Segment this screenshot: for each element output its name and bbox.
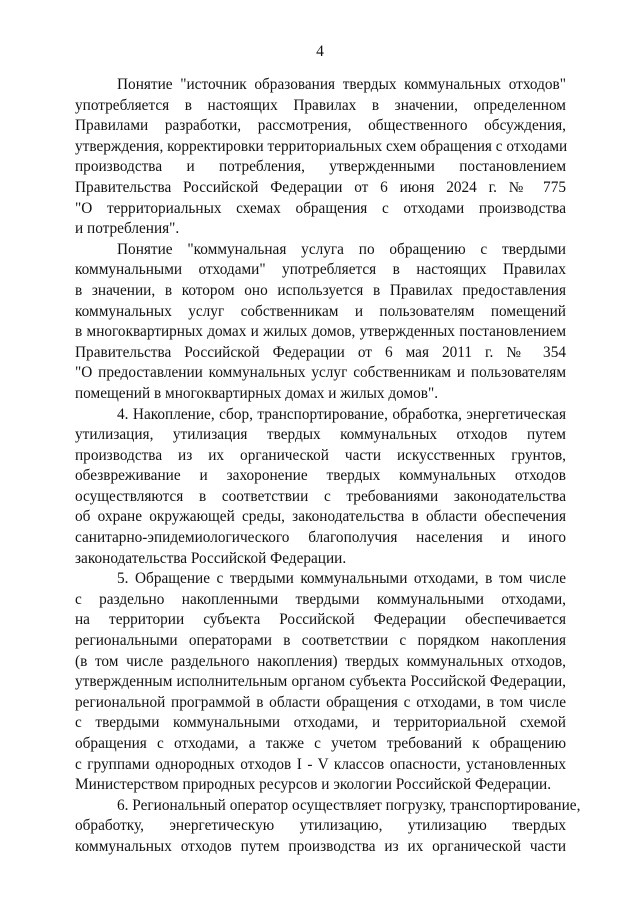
text-line: обработку, энергетическую утилизацию, утилизацию твердых <box>75 817 566 835</box>
paragraph-3 <box>75 405 566 570</box>
text-line: в значении, в котором оно используется в Правилах предоставления <box>75 281 566 299</box>
text-line: в многоквартирных домах и жилых домов, утвержденных постановлением <box>75 323 566 341</box>
page-number: 4 <box>316 43 324 60</box>
text-line: коммунальными отходами" употребляется в настоящих Правилах <box>75 261 566 279</box>
text-line: употребляется в настоящих Правилах в значении, определенном <box>75 96 566 114</box>
text-line: утвержденным исполнительным органом субъекта Российской Федерации, <box>75 673 566 691</box>
document-body <box>75 75 581 858</box>
text-line: производства и потребления, утвержденными постановлением <box>75 158 566 176</box>
text-line: утверждения, корректировки территориальных схем обращения с отходами <box>75 137 568 155</box>
text-line: и потребления". <box>75 220 180 238</box>
text-line: 6. Региональный оператор осуществляет погрузку, транспортирование, <box>117 796 581 814</box>
text-line: утилизация, утилизация твердых коммунальных отходов путем <box>75 426 566 444</box>
paragraph-1 <box>75 75 566 240</box>
text-line: Министерством природных ресурсов и экологии Российской Федерации. <box>75 776 552 794</box>
text-line: с раздельно накопленными твердыми коммунальными отходами, <box>75 590 566 608</box>
text-line: региональной программой в области обращения с отходами, в том числе <box>75 693 566 711</box>
paragraph-2 <box>75 240 566 405</box>
text-line: на территории субъекта Российской Федерации обеспечивается <box>75 611 566 629</box>
text-line: 4. Накопление, сбор, транспортирование, обработка, энергетическая <box>117 405 566 423</box>
text-line: об охране окружающей среды, законодательства в области обеспечения <box>75 508 566 526</box>
text-line: обезвреживание и захоронение твердых коммунальных отходов <box>75 467 566 485</box>
text-line: производства из их органической части искусственных грунтов, <box>75 446 566 464</box>
text-line: Понятие "источник образования твердых коммунальных отходов" <box>117 76 566 93</box>
text-line: (в том числе раздельного накопления) твердых коммунальных отходов, <box>75 652 566 670</box>
text-line: с твердыми коммунальными отходами, и территориальной схемой <box>75 714 566 732</box>
text-line: Правилами разработки, рассмотрения, общественного обсуждения, <box>75 117 566 135</box>
text-line: региональными операторами в соответствии с порядком накопления <box>75 632 566 650</box>
text-line: с группами однородных отходов I - V классов опасности, установленных <box>75 755 566 773</box>
text-line: коммунальных услуг собственникам и пользователям помещений <box>75 302 566 320</box>
text-line: Правительства Российской Федерации от 6 мая 2011 г. № 354 <box>75 343 566 361</box>
text-line: осуществляются в соответствии с требованиями законодательства <box>75 487 566 505</box>
text-line: Понятие "коммунальная услуга по обращению с твердыми <box>117 240 566 258</box>
text-line: Правительства Российской Федерации от 6 июня 2024 г. № 775 <box>75 178 566 196</box>
paragraph-4 <box>75 569 566 796</box>
paragraph-5 <box>75 796 581 858</box>
text-line: коммунальных отходов путем производства из их органической части <box>75 837 566 855</box>
text-line: обращения с отходами, а также с учетом требований к обращению <box>75 735 566 752</box>
text-line: законодательства Российской Федерации. <box>75 549 347 567</box>
text-line: помещений в многоквартирных домах и жилых домов". <box>75 384 439 402</box>
text-line: санитарно-эпидемиологического благополучия населения и иного <box>75 529 566 547</box>
text-line: "О территориальных схемах обращения с отходами производства <box>75 199 566 217</box>
text-line: 5. Обращение с твердыми коммунальными отходами, в том числе <box>117 570 566 588</box>
text-line: "О предоставлении коммунальных услуг собственникам и пользователям <box>75 364 566 382</box>
